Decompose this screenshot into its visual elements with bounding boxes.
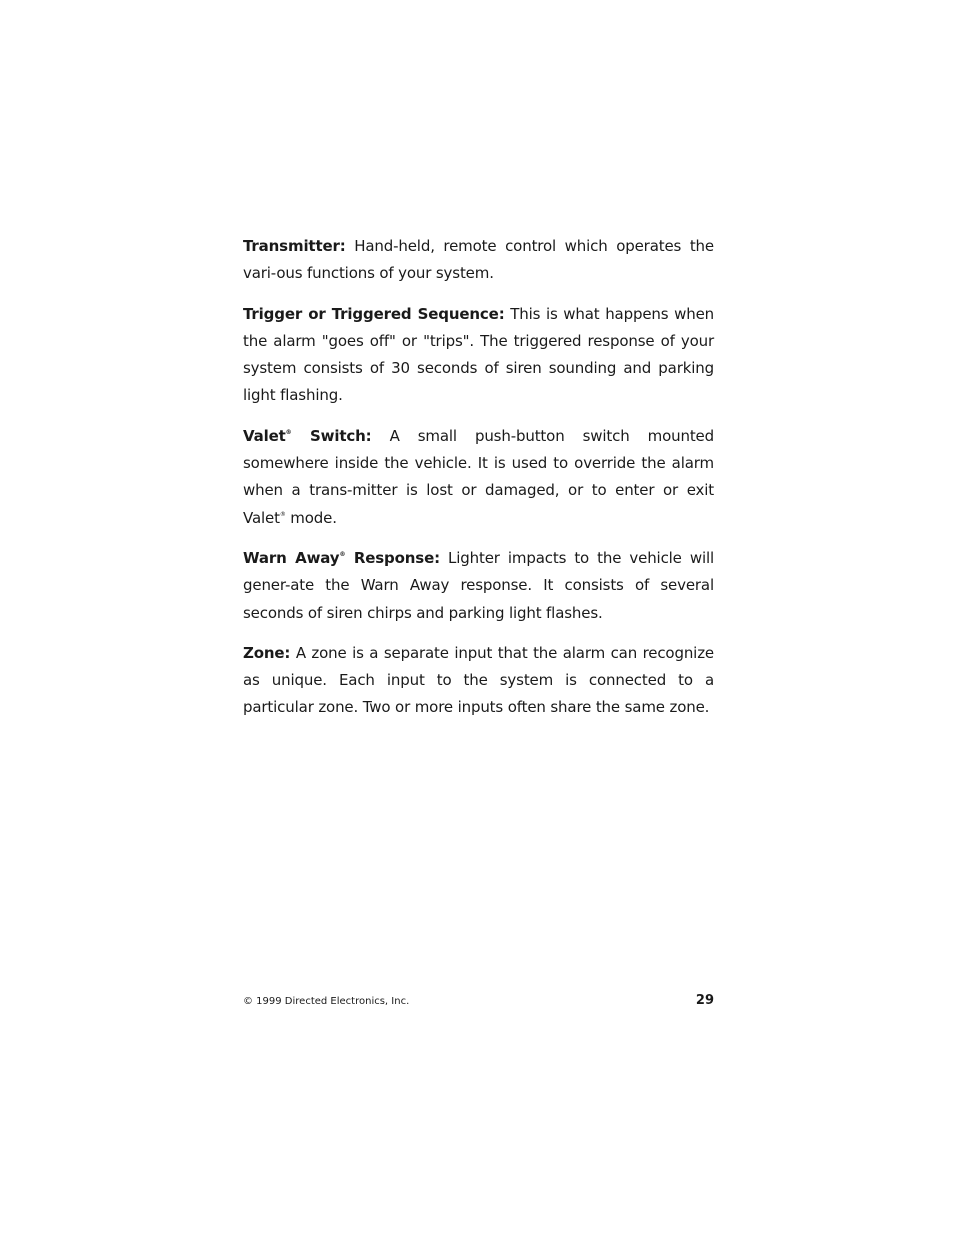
term-zone: Zone: (243, 643, 291, 662)
glossary-entry-zone (243, 640, 714, 722)
term-warn-away-text: Warn Away (243, 548, 340, 567)
term-valet-switch (243, 427, 372, 445)
term-response-text: Response: (345, 548, 440, 567)
definition-mode-text: mode. (285, 508, 337, 527)
term-warn-away (243, 549, 440, 567)
term-switch-text: Switch: (291, 426, 372, 445)
definition-zone: A zone is a separate input that the alarm can recognize as unique. Each input to the system is connected to a particular zone. Two or more inputs often share the same zone. (243, 643, 715, 717)
glossary-entry-transmitter (243, 233, 714, 288)
registered-mark: ® (339, 550, 346, 558)
term-transmitter: Transmitter: (243, 237, 346, 255)
glossary-entry-valet-switch (243, 423, 714, 532)
page-number: 29 (695, 993, 714, 1008)
definition-warn-away: Lighter impacts to the vehicle will gener-ate the Warn Away response. It consists of several seconds of siren chirps and parking light flashes. (243, 548, 714, 622)
glossary-entry-warn-away (243, 545, 714, 627)
copyright-notice: © 1999 Directed Electronics, Inc. (243, 996, 410, 1007)
definition-valet-text: A small push-button switch mounted somewhere inside the vehicle. It is used to override the alarm when a trans-mitter is lost or damaged, or to enter or exit Valet (243, 426, 714, 527)
term-valet-text: Valet (243, 426, 286, 445)
registered-mark: ® (285, 428, 292, 436)
glossary-content (243, 233, 714, 735)
registered-mark: ® (279, 510, 286, 518)
term-trigger: Trigger or Triggered Sequence: (243, 304, 505, 323)
definition-transmitter: Hand-held, remote control which operates the vari-ous functions of your system. (243, 237, 714, 283)
definition-trigger: This is what happens when the alarm "goes off" or "trips". The triggered response of your system consists of 30 seconds of siren sounding and parking light flashing. (243, 304, 715, 405)
glossary-entry-trigger (243, 301, 714, 410)
